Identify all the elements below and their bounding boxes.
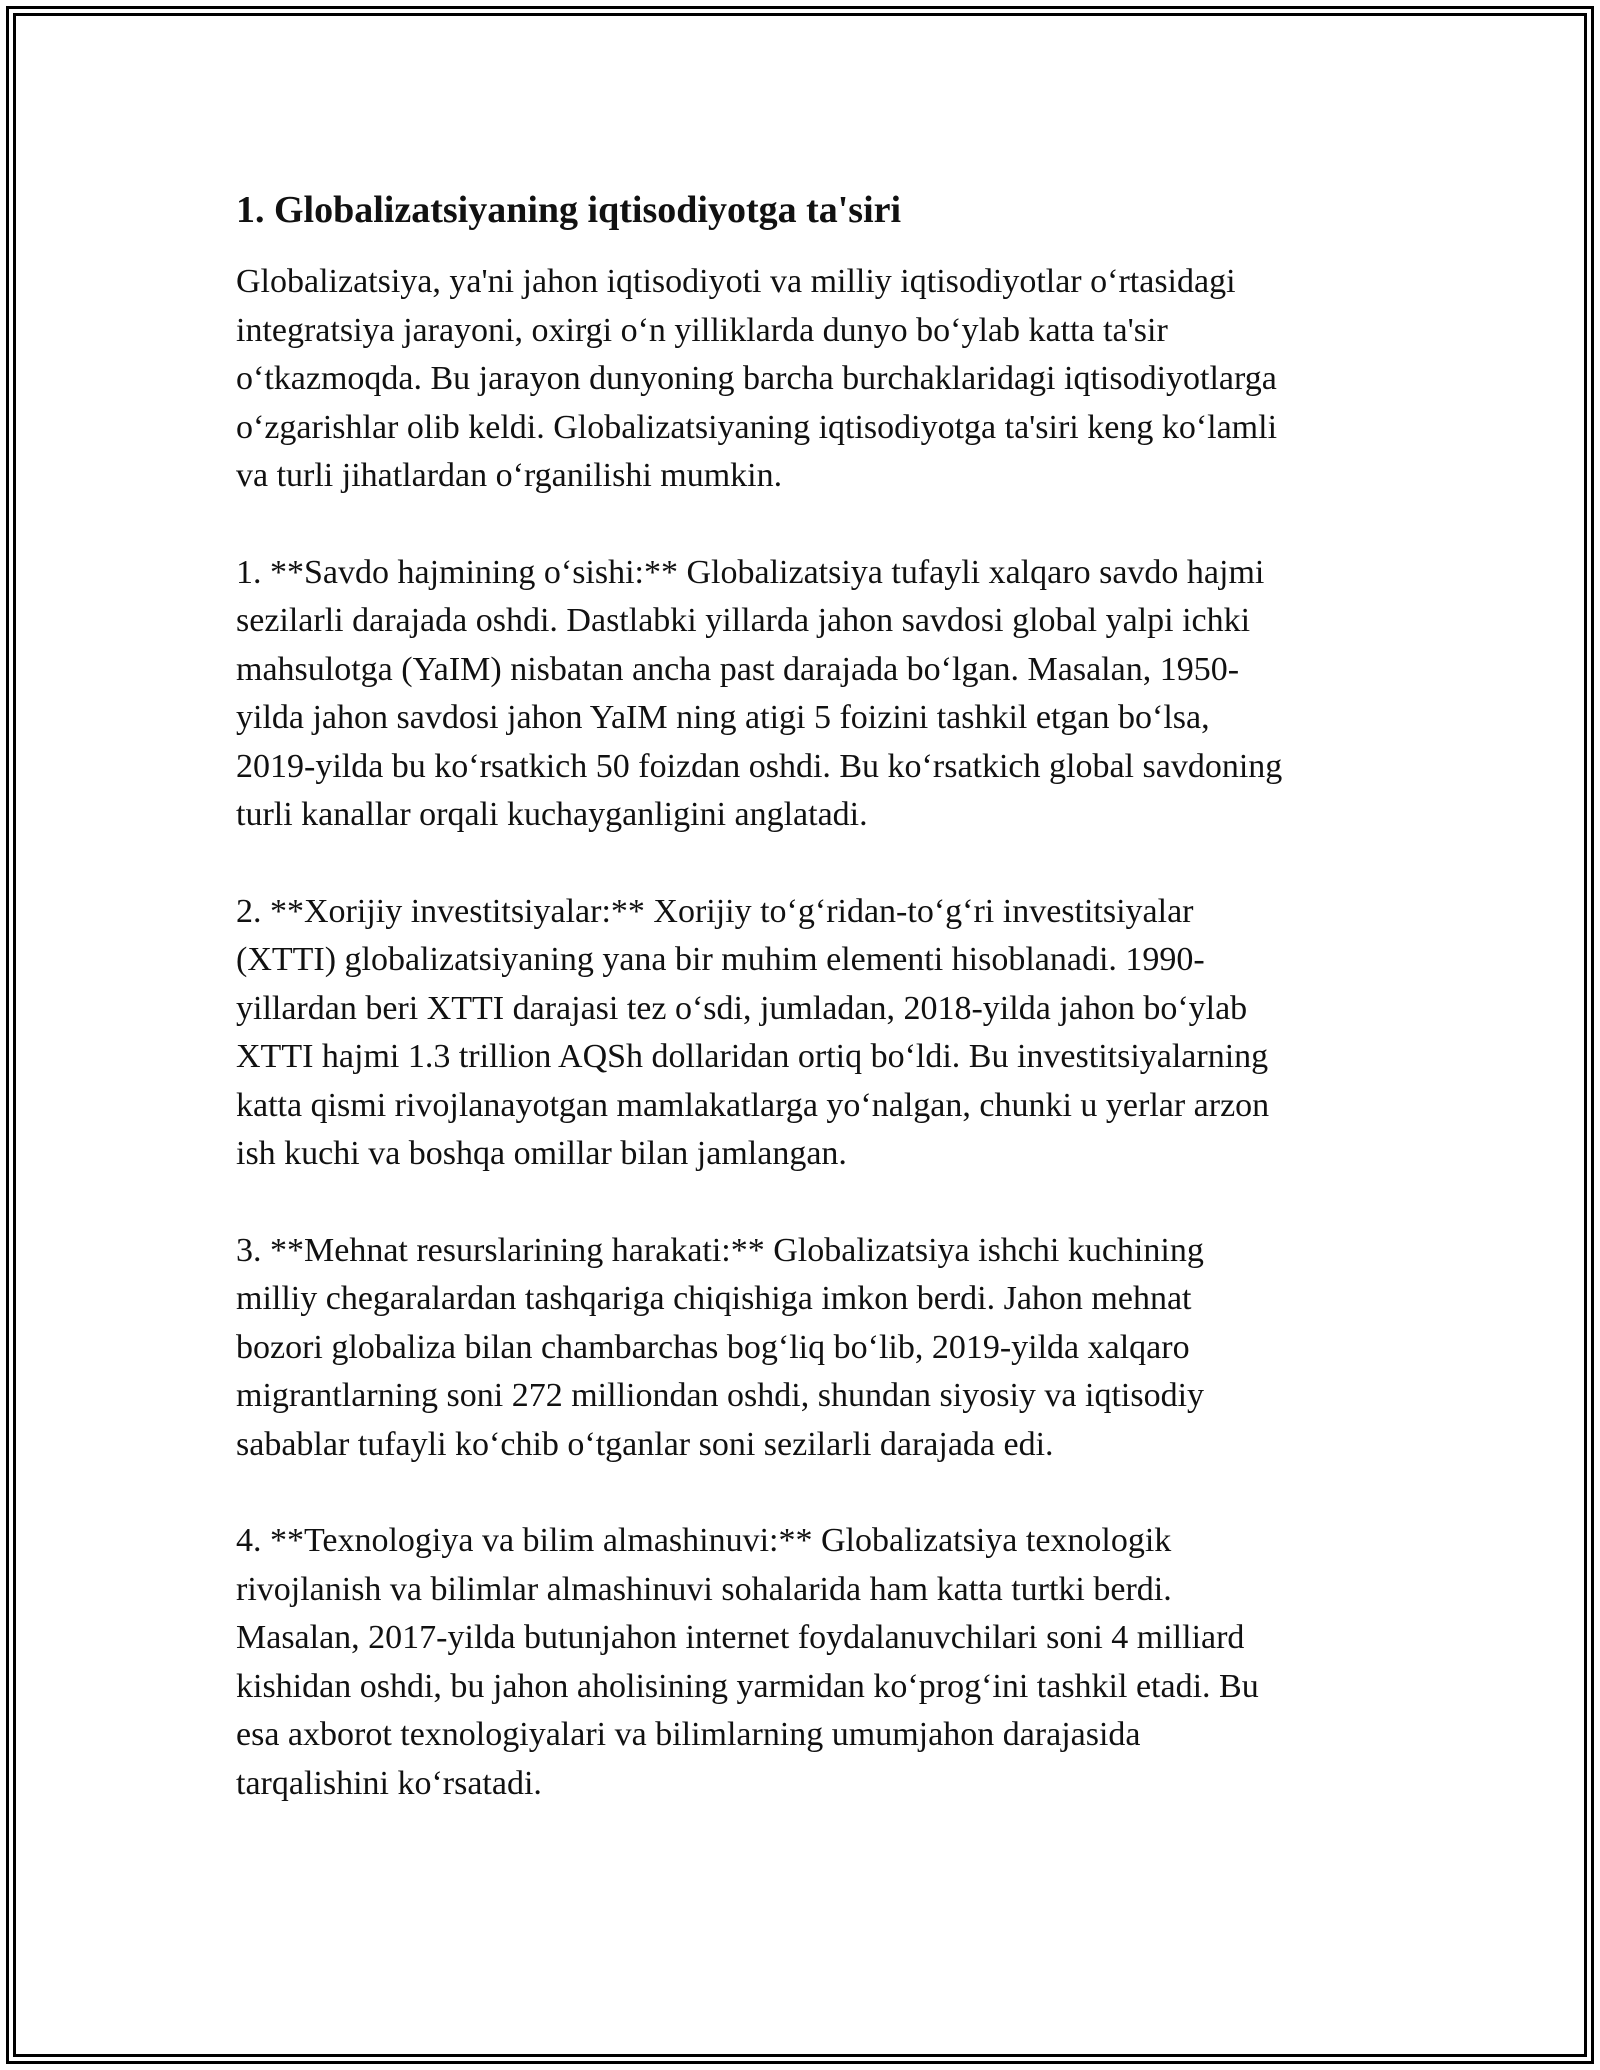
text-line: tarqalishini ko‘rsatadi. xyxy=(236,1764,542,1802)
text-line: Masalan, 2017-yilda butunjahon internet foydalanuvchilari soni 4 milliard xyxy=(236,1619,1245,1656)
paragraph-labor-mobility xyxy=(236,1227,1366,1470)
text-line: o‘zgarishlar olib keldi. Globalizatsiyaning iqtisodiyotga ta'siri keng ko‘lamli xyxy=(236,408,1278,446)
text-line: rivojlanish va bilimlar almashinuvi sohalarida ham katta turtki berdi. xyxy=(236,1570,1172,1608)
document-title: 1. Globalizatsiyaning iqtisodiyotga ta'siri xyxy=(236,189,902,231)
text-line: kishidan oshdi, bu jahon aholisining yarmidan ko‘prog‘ini tashkil etadi. Bu xyxy=(236,1667,1259,1705)
text-line: Globalizatsiya, ya'ni jahon iqtisodiyoti va milliy iqtisodiyotlar o‘rtasidagi xyxy=(236,263,1236,300)
text-line: sabablar tufayli ko‘chib o‘tganlar soni sezilarli darajada edi. xyxy=(236,1425,1054,1463)
text-line: milliy chegaralardan tashqariga chiqishiga imkon berdi. Jahon mehnat xyxy=(236,1280,1192,1317)
text-line: mahsulotga (YaIM) nisbatan ancha past darajada bo‘lgan. Masalan, 1950- xyxy=(236,650,1240,688)
paragraph-intro xyxy=(236,258,1366,501)
text-line: XTTI hajmi 1.3 trillion AQSh dollaridan ortiq bo‘ldi. Bu investitsiyalarning xyxy=(236,1038,1269,1075)
text-line: integratsiya jarayoni, oxirgi o‘n yilliklarda dunyo bo‘ylab katta ta'sir xyxy=(236,311,1168,349)
paragraph-trade-volume xyxy=(236,549,1366,840)
text-line: yillardan beri XTTI darajasi tez o‘sdi, jumladan, 2018-yilda jahon bo‘ylab xyxy=(236,989,1248,1027)
text-line: 2. **Xorijiy investitsiyalar:** Xorijiy to‘g‘ridan-to‘g‘ri investitsiyalar xyxy=(236,892,1194,930)
paragraph-foreign-investment xyxy=(236,888,1366,1179)
text-line: 3. **Mehnat resurslarining harakati:** Globalizatsiya ishchi kuchining xyxy=(236,1231,1204,1269)
text-line: (XTTI) globalizatsiyaning yana bir muhim elementi hisoblanadi. 1990- xyxy=(236,941,1205,978)
text-line: katta qismi rivojlanayotgan mamlakatlarga yo‘nalgan, chunki u yerlar arzon xyxy=(236,1086,1270,1124)
text-line: 4. **Texnologiya va bilim almashinuvi:** Globalizatsiya texnologik xyxy=(236,1522,1172,1559)
text-line: ish kuchi va boshqa omillar bilan jamlangan. xyxy=(236,1135,847,1172)
text-line: o‘tkazmoqda. Bu jarayon dunyoning barcha burchaklaridagi iqtisodiyotlarga xyxy=(236,360,1277,397)
text-line: esa axborot texnologiyalari va bilimlarning umumjahon darajasida xyxy=(236,1716,1141,1753)
text-line: sezilarli darajada oshdi. Dastlabki yillarda jahon savdosi global yalpi ichki xyxy=(236,602,1251,639)
text-line: migrantlarning soni 272 milliondan oshdi, shundan siyosiy va iqtisodiy xyxy=(236,1377,1205,1414)
text-line: turli kanallar orqali kuchayganligini anglatadi. xyxy=(236,796,868,833)
paragraph-technology-exchange xyxy=(236,1517,1366,1808)
text-line: 2019-yilda bu ko‘rsatkich 50 foizdan oshdi. Bu ko‘rsatkich global savdoning xyxy=(236,747,1283,785)
text-line: 1. **Savdo hajmining o‘sishi:** Globalizatsiya tufayli xalqaro savdo hajmi xyxy=(236,553,1265,591)
text-line: bozori globaliza bilan chambarchas bog‘liq bo‘lib, 2019-yilda xalqaro xyxy=(236,1328,1190,1366)
document-body xyxy=(236,186,1366,1856)
text-line: yilda jahon savdosi jahon YaIM ning atigi 5 foizini tashkil etgan bo‘lsa, xyxy=(236,699,1210,736)
text-line: va turli jihatlardan o‘rganilishi mumkin. xyxy=(236,457,783,494)
